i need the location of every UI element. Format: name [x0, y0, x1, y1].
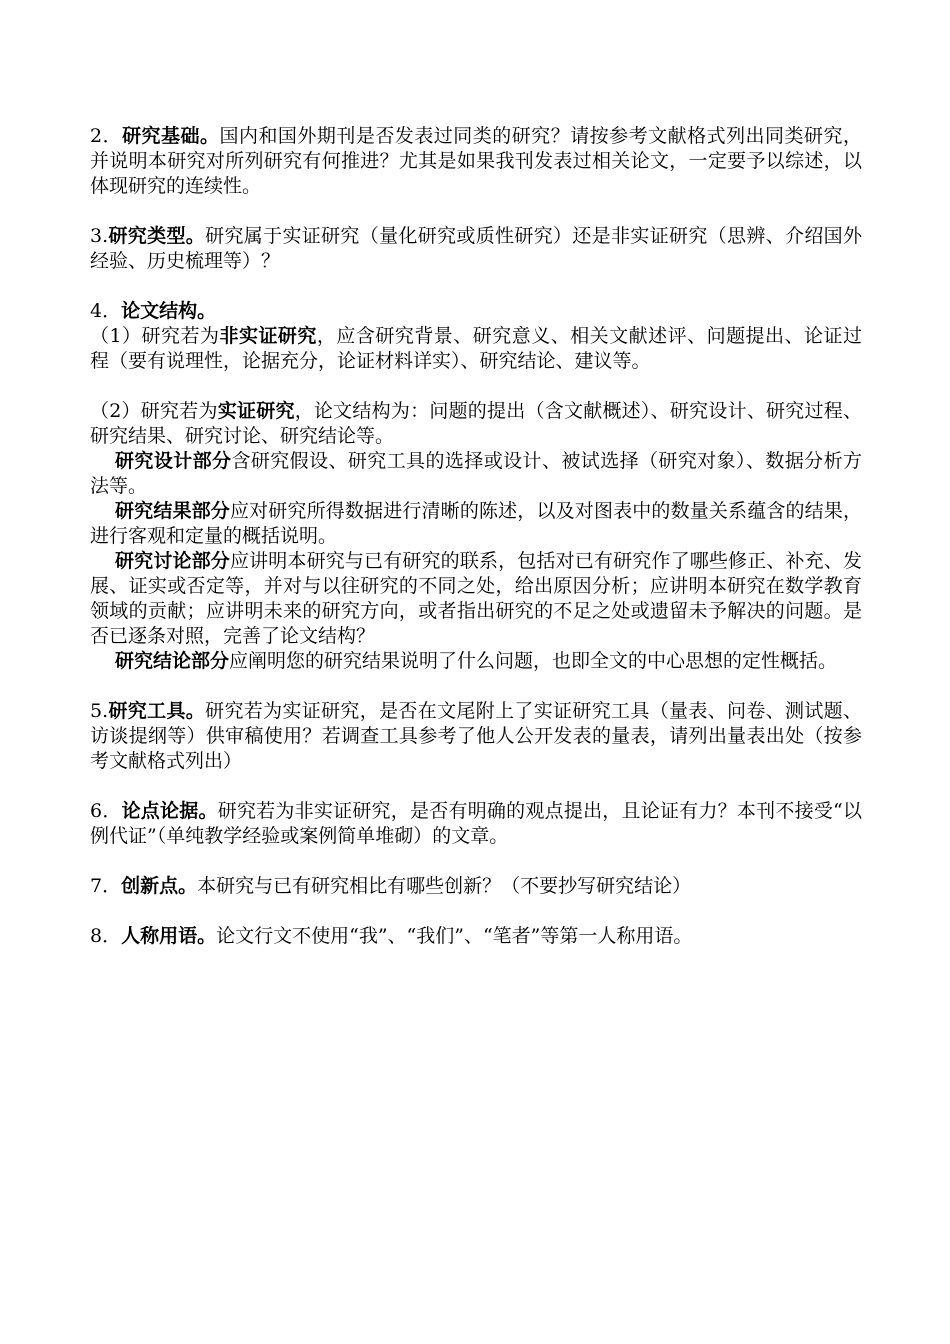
text-span: （1）研究若为: [90, 325, 220, 347]
section-arguments: [90, 799, 862, 849]
paragraph-non-empirical: [90, 324, 862, 374]
section-text: 研究若为非实证研究，是否有明确的观点提出，且论证有力？本刊不接受“以例代证”（单纯教学经验或案例简单堆砌）的文章。: [90, 800, 863, 847]
section-research-basis: [90, 124, 862, 199]
section-title-line: [90, 299, 862, 324]
paragraph: [90, 874, 862, 899]
section-text: 研究若为实证研究，是否在文尾附上了实证研究工具（量表、问卷、测试题、访谈提纲等）供审稿使用？若调查工具参考了他人公开发表的量表，请列出量表出处（按参考文献格式列出）: [90, 700, 862, 772]
section-paper-structure: [90, 299, 862, 674]
section-heading: 创新点。: [121, 875, 198, 897]
paragraph: [90, 699, 862, 774]
emphasis-design: 研究设计部分: [115, 450, 232, 472]
paragraph-empirical: [90, 399, 862, 449]
paragraph: [90, 799, 862, 849]
paragraph-discussion: [90, 549, 862, 649]
spacer: [90, 374, 862, 399]
emphasis-conclusion: 研究结论部分: [115, 650, 230, 672]
paragraph: [90, 124, 862, 199]
paragraph: [90, 224, 862, 274]
section-number: 7．: [90, 875, 122, 897]
section-research-type: [90, 224, 862, 274]
text-span: 应对研究所得数据进行清晰的陈述，以及对图表中的数量关系蕴含的结果，进行客观和定量的概括说明。: [90, 500, 862, 547]
section-heading: 研究类型。: [108, 225, 206, 247]
text-span: ，论文结构为：问题的提出（含文献概述）、研究设计、研究过程、研究结果、研究讨论、研究结论等。: [90, 400, 862, 447]
emphasis-non-empirical: 非实证研究: [219, 325, 317, 347]
section-number: 4．: [90, 300, 122, 322]
text-span: ，应含研究背景、研究意义、相关文献述评、问题提出、论证过程（要有说理性，论据充分，论证材料详实）、研究结论、建议等。: [90, 325, 862, 372]
section-number: 6．: [90, 800, 122, 822]
section-heading: 研究工具。: [108, 700, 206, 722]
section-research-tools: [90, 699, 862, 774]
text-span: 应阐明您的研究结果说明了什么问题，也即全文的中心思想的定性概括。: [229, 650, 838, 672]
section-heading: 论点论据。: [121, 800, 218, 822]
section-text: 本研究与已有研究相比有哪些创新？（不要抄写研究结论）: [197, 875, 692, 897]
section-number: 3.: [90, 225, 109, 247]
paragraph-conclusion: [90, 649, 862, 674]
paragraph: [90, 924, 862, 949]
text-span: 应讲明本研究与已有研究的联系，包括对已有研究作了哪些修正、补充、发展、证实或否定等，并对与以往研究的不同之处，给出原因分析；应讲明本研究在数学教育领域的贡献；应讲明未来的研究方向，或者指出研究的不足之处或遗留未予解决的问题。是否已逐条对照，完善了论文结构？: [90, 550, 862, 647]
section-person-usage: [90, 924, 862, 949]
section-text: 国内和国外期刊是否发表过同类的研究？请按参考文献格式列出同类研究，并说明本研究对所列研究有何推进？尤其是如果我刊发表过相关论文，一定要予以综述，以体现研究的连续性。: [90, 125, 862, 197]
emphasis-empirical: 实证研究: [217, 400, 295, 422]
emphasis-results: 研究结果部分: [115, 500, 230, 522]
section-heading: 研究基础。: [122, 125, 220, 147]
paragraph-results: [90, 499, 862, 549]
section-text: 研究属于实证研究（量化研究或质性研究）还是非实证研究（思辨、介绍国外经验、历史梳理等）？: [90, 225, 862, 272]
section-heading: 人称用语。: [121, 925, 217, 947]
section-innovation: [90, 874, 862, 899]
document-page: [90, 124, 862, 974]
section-number: 5.: [90, 700, 109, 722]
text-span: （2）研究若为: [90, 400, 218, 422]
paragraph-design: [90, 449, 862, 499]
section-text: 论文行文不使用“我”、“我们”、“笔者”等第一人称用语。: [216, 925, 693, 947]
section-number: 2．: [90, 125, 123, 147]
section-heading: 论文结构。: [121, 300, 217, 322]
emphasis-discussion: 研究讨论部分: [115, 550, 230, 572]
text-span: 含研究假设、研究工具的选择或设计、被试选择（研究对象）、数据分析方法等。: [90, 450, 862, 497]
section-number: 8．: [90, 925, 122, 947]
